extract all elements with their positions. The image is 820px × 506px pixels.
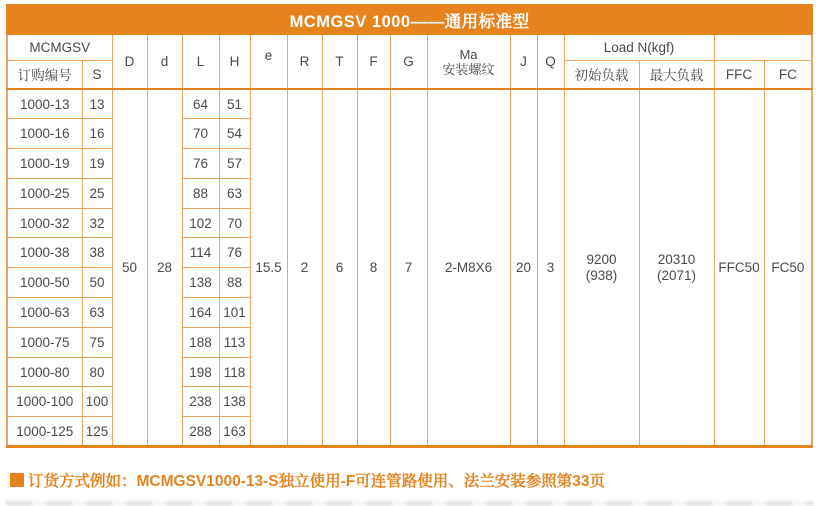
h-cell: 163 [219, 417, 250, 447]
col-header-FC: FC [764, 60, 812, 89]
merged-D-cell: 50 [112, 89, 147, 447]
col-header-e: e [250, 34, 287, 89]
order-cell: 1000-16 [7, 119, 82, 149]
l-cell: 102 [182, 208, 219, 238]
col-header-order-no: 订购编号 [7, 60, 82, 89]
col-group-load: Load N(kgf) [564, 34, 714, 60]
s-cell: 80 [82, 357, 112, 387]
h-cell: 54 [219, 119, 250, 149]
h-cell: 118 [219, 357, 250, 387]
order-cell: 1000-32 [7, 208, 82, 238]
l-cell: 188 [182, 327, 219, 357]
h-cell: 63 [219, 178, 250, 208]
s-cell: 38 [82, 238, 112, 268]
l-cell: 288 [182, 417, 219, 447]
s-cell: 125 [82, 417, 112, 447]
s-cell: 13 [82, 89, 112, 119]
h-cell: 138 [219, 387, 250, 417]
order-cell: 1000-75 [7, 327, 82, 357]
l-cell: 198 [182, 357, 219, 387]
merged-F-cell: 8 [357, 89, 390, 447]
s-cell: 75 [82, 327, 112, 357]
ma-sublabel: 安装螺纹 [442, 61, 495, 77]
l-cell: 114 [182, 238, 219, 268]
merged-T-cell: 6 [322, 89, 357, 447]
order-cell: 1000-100 [7, 387, 82, 417]
col-header-D: D [112, 34, 147, 89]
s-cell: 63 [82, 298, 112, 328]
h-cell: 101 [219, 298, 250, 328]
order-cell: 1000-63 [7, 298, 82, 328]
merged-e-cell: 15.5 [250, 89, 287, 447]
col-header-initial-load: 初始负载 [564, 60, 639, 89]
h-cell: 57 [219, 149, 250, 179]
max-load-value: 20310 [657, 251, 696, 267]
table-title: MCMGSV 1000——通用标准型 [7, 5, 812, 34]
cropped-text-artifact [6, 501, 814, 506]
col-header-d: d [147, 34, 182, 89]
merged-R-cell: 2 [287, 89, 322, 447]
col-header-ma-thread [427, 34, 510, 89]
s-cell: 100 [82, 387, 112, 417]
order-cell: 1000-80 [7, 357, 82, 387]
h-cell: 70 [219, 208, 250, 238]
h-cell: 113 [219, 327, 250, 357]
merged-ffc-cell: FFC50 [714, 89, 764, 447]
s-cell: 16 [82, 119, 112, 149]
bullet-square-icon [10, 473, 24, 487]
spec-table [6, 4, 813, 448]
merged-G-cell: 7 [390, 89, 427, 447]
merged-Q-cell: 3 [537, 89, 564, 447]
col-group-mcmgsv: MCMGSV [7, 34, 112, 60]
initial-load-value: 9200 [586, 251, 617, 267]
s-cell: 25 [82, 178, 112, 208]
order-note-text: 订货方式例如：MCMGSV1000-13-S独立使用-F可连管路使用、法兰安装参照第33页 [28, 473, 606, 490]
col-header-max-load: 最大负载 [639, 60, 714, 89]
merged-fc-cell: FC50 [764, 89, 812, 447]
col-header-FFC: FFC [714, 60, 764, 89]
s-cell: 32 [82, 208, 112, 238]
l-cell: 76 [182, 149, 219, 179]
s-cell: 19 [82, 149, 112, 179]
col-header-Q: Q [537, 34, 564, 89]
merged-max-load-cell [639, 89, 714, 447]
h-cell: 76 [219, 238, 250, 268]
col-header-R: R [287, 34, 322, 89]
merged-d-cell: 28 [147, 89, 182, 447]
h-cell: 51 [219, 89, 250, 119]
ma-label: Ma [459, 46, 478, 62]
spec-row [7, 89, 812, 119]
l-cell: 164 [182, 298, 219, 328]
merged-J-cell: 20 [510, 89, 537, 447]
col-header-G: G [390, 34, 427, 89]
title-row [7, 5, 812, 34]
l-cell: 238 [182, 387, 219, 417]
merged-initial-load-cell [564, 89, 639, 447]
col-header-L: L [182, 34, 219, 89]
col-header-H: H [219, 34, 250, 89]
initial-load-kgf: (938) [585, 267, 618, 283]
order-cell: 1000-38 [7, 238, 82, 268]
order-note [10, 470, 605, 494]
l-cell: 70 [182, 119, 219, 149]
order-cell: 1000-25 [7, 178, 82, 208]
order-cell: 1000-19 [7, 149, 82, 179]
order-cell: 1000-13 [7, 89, 82, 119]
merged-ma-cell: 2-M8X6 [427, 89, 510, 447]
s-cell: 50 [82, 268, 112, 298]
l-cell: 64 [182, 89, 219, 119]
max-load-kgf: (2071) [656, 267, 697, 283]
h-cell: 88 [219, 268, 250, 298]
col-header-J: J [510, 34, 537, 89]
header-row-1 [7, 34, 812, 60]
col-header-S: S [82, 60, 112, 89]
order-cell: 1000-125 [7, 417, 82, 447]
l-cell: 88 [182, 178, 219, 208]
order-cell: 1000-50 [7, 268, 82, 298]
col-group-fixing-plate [714, 34, 812, 60]
l-cell: 138 [182, 268, 219, 298]
col-header-T: T [322, 34, 357, 89]
col-header-F: F [357, 34, 390, 89]
